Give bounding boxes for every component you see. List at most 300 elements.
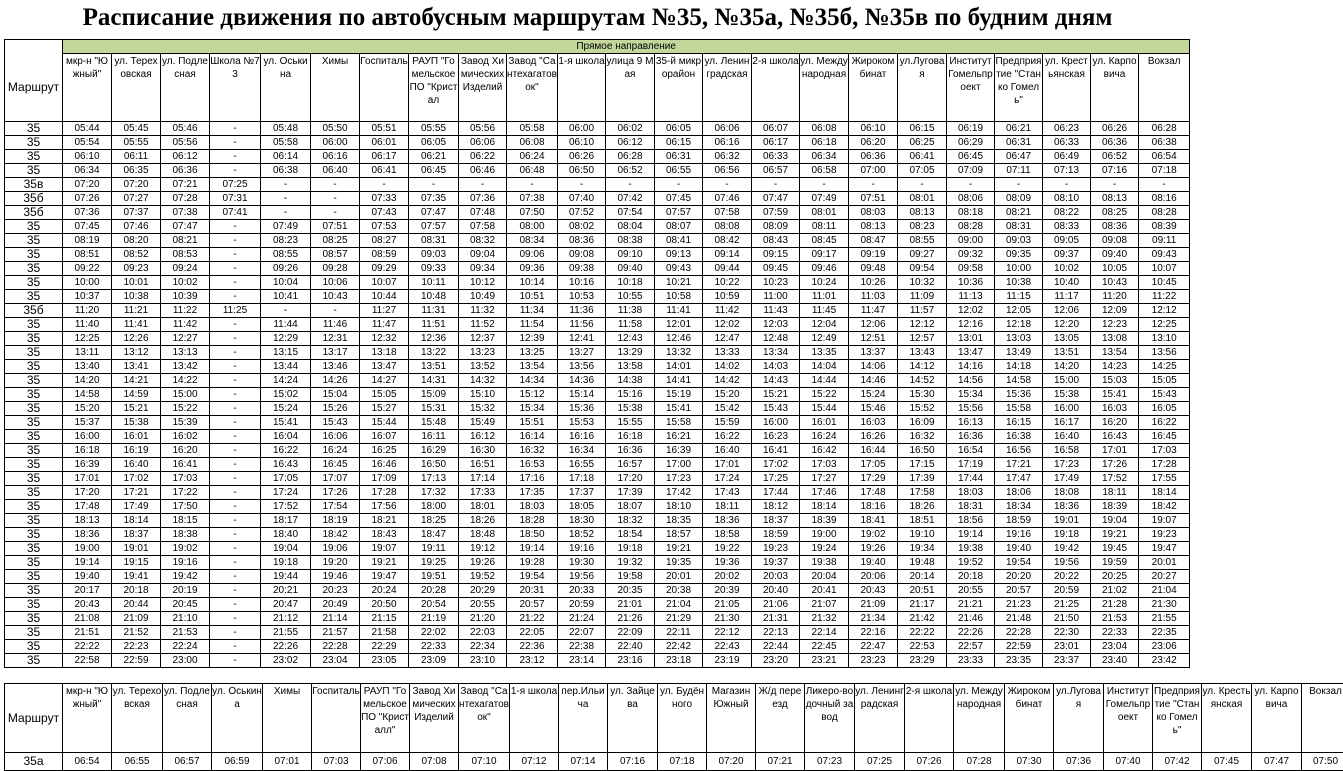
stop-header: Завод Химических Изделий xyxy=(410,684,459,753)
stop-header: ул.Луговая xyxy=(1054,684,1104,753)
departure-time: - xyxy=(210,164,261,178)
departure-time: 13:25 xyxy=(507,346,558,360)
route-number: 35 xyxy=(5,472,63,486)
stop-header: Завод "Сантехагатовок" xyxy=(507,54,558,122)
schedule-table-main xyxy=(4,39,1190,668)
departure-time: 13:23 xyxy=(459,346,507,360)
departure-time: 16:29 xyxy=(409,444,459,458)
departure-time: 11:21 xyxy=(112,304,161,318)
route-number: 35 xyxy=(5,346,63,360)
departure-time: 20:01 xyxy=(1139,556,1190,570)
stop-header: Госпиталь xyxy=(312,684,361,753)
departure-time: 19:38 xyxy=(947,542,995,556)
departure-time: 13:46 xyxy=(311,360,360,374)
departure-time: - xyxy=(261,304,311,318)
table-row xyxy=(5,514,1190,528)
departure-time: - xyxy=(210,360,261,374)
departure-time: 07:50 xyxy=(507,206,558,220)
departure-time: 08:55 xyxy=(261,248,311,262)
departure-time: 14:32 xyxy=(459,374,507,388)
departure-time: 15:10 xyxy=(459,388,507,402)
departure-time: 10:07 xyxy=(1139,262,1190,276)
departure-time: 10:04 xyxy=(261,276,311,290)
departure-time: 11:17 xyxy=(1043,290,1091,304)
departure-time: - xyxy=(210,444,261,458)
departure-time: 12:18 xyxy=(995,318,1043,332)
departure-time: 19:40 xyxy=(995,542,1043,556)
stop-header: Химы xyxy=(311,54,360,122)
departure-time: 22:14 xyxy=(800,626,849,640)
departure-time: 10:06 xyxy=(311,276,360,290)
table-row xyxy=(5,444,1190,458)
departure-time: 16:11 xyxy=(409,430,459,444)
departure-time: 07:36 xyxy=(459,192,507,206)
departure-time: 15:44 xyxy=(360,416,409,430)
departure-time: - xyxy=(261,178,311,192)
route-number: 35 xyxy=(5,332,63,346)
departure-time: 17:23 xyxy=(655,472,703,486)
table-row xyxy=(5,122,1190,136)
departure-time: 18:37 xyxy=(752,514,800,528)
route-number: 35 xyxy=(5,276,63,290)
departure-time: 14:16 xyxy=(947,360,995,374)
departure-time: 11:03 xyxy=(849,290,898,304)
departure-time: 23:10 xyxy=(459,654,507,668)
stop-header: мкр-н "Южный" xyxy=(63,684,112,753)
departure-time: 07:38 xyxy=(507,192,558,206)
departure-time: 06:31 xyxy=(995,136,1043,150)
departure-time: 08:53 xyxy=(161,248,210,262)
departure-time: 07:26 xyxy=(905,753,954,771)
departure-time: - xyxy=(210,654,261,668)
departure-time: 10:38 xyxy=(995,276,1043,290)
departure-time: 17:18 xyxy=(558,472,606,486)
departure-time: 16:03 xyxy=(1091,402,1139,416)
route-number: 35 xyxy=(5,542,63,556)
departure-time: 19:18 xyxy=(1043,528,1091,542)
departure-time: 18:42 xyxy=(311,528,360,542)
departure-time: 09:27 xyxy=(898,248,947,262)
departure-time: 08:01 xyxy=(898,192,947,206)
stop-header: Жирокомбинат xyxy=(1005,684,1054,753)
departure-time: 15:44 xyxy=(800,402,849,416)
departure-time: 19:07 xyxy=(360,542,409,556)
departure-time: 23:37 xyxy=(1043,654,1091,668)
departure-time: - xyxy=(507,178,558,192)
departure-time: 16:39 xyxy=(63,458,112,472)
departure-time: 23:04 xyxy=(311,654,360,668)
table-row xyxy=(5,290,1190,304)
departure-time: 22:35 xyxy=(1139,626,1190,640)
stop-header: Институт Гомельпроект xyxy=(1104,684,1153,753)
departure-time: 15:00 xyxy=(161,388,210,402)
departure-time: 09:13 xyxy=(655,248,703,262)
departure-time: 11:20 xyxy=(63,304,112,318)
departure-time: 07:25 xyxy=(210,178,261,192)
departure-time: 20:19 xyxy=(161,584,210,598)
departure-time: - xyxy=(703,178,752,192)
departure-time: 23:00 xyxy=(161,654,210,668)
departure-time: 07:28 xyxy=(954,753,1005,771)
table-row xyxy=(5,584,1190,598)
departure-time: 20:01 xyxy=(655,570,703,584)
departure-time: 07:27 xyxy=(112,192,161,206)
departure-time: 06:15 xyxy=(898,122,947,136)
departure-time: 06:05 xyxy=(409,136,459,150)
departure-time: 18:06 xyxy=(995,486,1043,500)
departure-time: 19:14 xyxy=(63,556,112,570)
departure-time: 20:57 xyxy=(507,598,558,612)
departure-time: - xyxy=(849,178,898,192)
departure-time: 08:45 xyxy=(800,234,849,248)
departure-time: 19:16 xyxy=(161,556,210,570)
departure-time: - xyxy=(947,178,995,192)
departure-time: 06:26 xyxy=(1091,122,1139,136)
departure-time: 17:14 xyxy=(459,472,507,486)
departure-time: 18:11 xyxy=(703,500,752,514)
departure-time: 16:14 xyxy=(507,430,558,444)
departure-time: 13:51 xyxy=(409,360,459,374)
departure-time: 18:52 xyxy=(558,528,606,542)
departure-time: 11:25 xyxy=(210,304,261,318)
stop-header: РАУП "Гомельское ПО "Кристалл" xyxy=(361,684,410,753)
departure-time: 22:34 xyxy=(459,640,507,654)
departure-time: 21:55 xyxy=(1139,612,1190,626)
departure-time: 17:22 xyxy=(161,486,210,500)
departure-time: 17:42 xyxy=(655,486,703,500)
departure-time: 06:38 xyxy=(261,164,311,178)
departure-time: 19:20 xyxy=(311,556,360,570)
departure-time: 07:52 xyxy=(558,206,606,220)
departure-time: 19:10 xyxy=(898,528,947,542)
departure-time: 19:21 xyxy=(360,556,409,570)
departure-time: 18:30 xyxy=(558,514,606,528)
departure-time: 13:33 xyxy=(703,346,752,360)
departure-time: - xyxy=(210,486,261,500)
departure-time: 22:02 xyxy=(409,626,459,640)
departure-time: 09:15 xyxy=(752,248,800,262)
departure-time: - xyxy=(210,150,261,164)
departure-time: 17:25 xyxy=(752,472,800,486)
departure-time: 16:54 xyxy=(947,444,995,458)
departure-time: 19:04 xyxy=(261,542,311,556)
table-row xyxy=(5,304,1190,318)
departure-time: 12:06 xyxy=(1043,304,1091,318)
departure-time: 22:44 xyxy=(752,640,800,654)
departure-time: 11:52 xyxy=(459,318,507,332)
departure-time: - xyxy=(210,122,261,136)
departure-time: 07:08 xyxy=(410,753,459,771)
departure-time: 17:01 xyxy=(1091,444,1139,458)
departure-time: 20:43 xyxy=(63,598,112,612)
route-number: 35 xyxy=(5,626,63,640)
departure-time: 15:48 xyxy=(409,416,459,430)
departure-time: 23:04 xyxy=(1091,640,1139,654)
departure-time: 15:27 xyxy=(360,402,409,416)
departure-time: - xyxy=(558,178,606,192)
departure-time: 08:36 xyxy=(558,234,606,248)
departure-time: 07:37 xyxy=(112,206,161,220)
route-column-header: Маршрут xyxy=(5,54,63,122)
departure-time: 15:59 xyxy=(703,416,752,430)
departure-time: 14:36 xyxy=(558,374,606,388)
departure-time: 21:20 xyxy=(459,612,507,626)
departure-time: - xyxy=(210,528,261,542)
departure-time: 12:26 xyxy=(112,332,161,346)
departure-time: 19:35 xyxy=(655,556,703,570)
departure-time: 20:40 xyxy=(752,584,800,598)
departure-time: 17:28 xyxy=(1139,458,1190,472)
departure-time: 16:00 xyxy=(63,430,112,444)
departure-time: 15:21 xyxy=(752,388,800,402)
departure-time: 07:20 xyxy=(63,178,112,192)
departure-time: 10:32 xyxy=(898,276,947,290)
departure-time: 10:26 xyxy=(849,276,898,290)
departure-time: 07:42 xyxy=(1153,753,1202,771)
departure-time: 19:14 xyxy=(947,528,995,542)
departure-time: 08:06 xyxy=(947,192,995,206)
departure-time: 21:53 xyxy=(161,626,210,640)
departure-time: 19:42 xyxy=(161,570,210,584)
stop-header: ул. Карповича xyxy=(1091,54,1139,122)
departure-time: 08:42 xyxy=(703,234,752,248)
departure-time: 16:07 xyxy=(360,430,409,444)
departure-time: 20:51 xyxy=(898,584,947,598)
departure-time: 08:23 xyxy=(898,220,947,234)
departure-time: 08:21 xyxy=(995,206,1043,220)
departure-time: 16:24 xyxy=(311,444,360,458)
departure-time: 10:21 xyxy=(655,276,703,290)
departure-time: 16:02 xyxy=(161,430,210,444)
departure-time: 09:46 xyxy=(800,262,849,276)
departure-time: 14:27 xyxy=(360,374,409,388)
departure-time: 16:39 xyxy=(655,444,703,458)
departure-time: 22:40 xyxy=(606,640,655,654)
departure-time: 09:23 xyxy=(112,262,161,276)
departure-time: 11:47 xyxy=(360,318,409,332)
departure-time: - xyxy=(311,206,360,220)
departure-time: 19:42 xyxy=(1043,542,1091,556)
departure-time: 08:08 xyxy=(703,220,752,234)
departure-time: 13:56 xyxy=(558,360,606,374)
departure-time: 16:06 xyxy=(311,430,360,444)
table-row xyxy=(5,318,1190,332)
departure-time: 22:09 xyxy=(606,626,655,640)
departure-time: 16:36 xyxy=(606,444,655,458)
departure-time: 15:36 xyxy=(558,402,606,416)
departure-time: 17:37 xyxy=(558,486,606,500)
departure-time: - xyxy=(210,346,261,360)
departure-time: 06:08 xyxy=(507,136,558,150)
departure-time: 06:48 xyxy=(507,164,558,178)
departure-time: 22:58 xyxy=(63,654,112,668)
departure-time: 17:39 xyxy=(606,486,655,500)
departure-time: 14:59 xyxy=(112,388,161,402)
departure-time: 11:27 xyxy=(360,304,409,318)
departure-time: 20:38 xyxy=(655,584,703,598)
departure-time: 07:42 xyxy=(606,192,655,206)
departure-time: 18:00 xyxy=(409,500,459,514)
departure-time: 11:54 xyxy=(507,318,558,332)
direction-row xyxy=(5,40,1190,54)
stop-header: ул. Подлесная xyxy=(161,54,210,122)
departure-time: 15:43 xyxy=(311,416,360,430)
table-row xyxy=(5,416,1190,430)
departure-time: 06:49 xyxy=(1043,150,1091,164)
departure-time: 07:03 xyxy=(312,753,361,771)
departure-time: 06:17 xyxy=(752,136,800,150)
departure-time: 07:57 xyxy=(655,206,703,220)
departure-time: 17:49 xyxy=(112,500,161,514)
departure-time: 09:45 xyxy=(752,262,800,276)
departure-time: 07:47 xyxy=(409,206,459,220)
departure-time: 21:46 xyxy=(947,612,995,626)
departure-time: 19:15 xyxy=(112,556,161,570)
departure-time: 19:45 xyxy=(1091,542,1139,556)
departure-time: 07:38 xyxy=(161,206,210,220)
departure-time: 08:20 xyxy=(112,234,161,248)
departure-time: 08:01 xyxy=(800,206,849,220)
departure-time: 19:07 xyxy=(1139,514,1190,528)
departure-time: 07:54 xyxy=(606,206,655,220)
departure-time: - xyxy=(210,458,261,472)
departure-time: 16:55 xyxy=(558,458,606,472)
departure-time: 06:45 xyxy=(409,164,459,178)
departure-time: 12:02 xyxy=(703,318,752,332)
table-row xyxy=(5,458,1190,472)
departure-time: 19:59 xyxy=(1091,556,1139,570)
departure-time: 18:47 xyxy=(409,528,459,542)
departure-time: 06:06 xyxy=(703,122,752,136)
departure-time: 07:20 xyxy=(707,753,756,771)
departure-time: 23:33 xyxy=(947,654,995,668)
departure-time: 16:24 xyxy=(800,430,849,444)
stop-header: 1-я школа xyxy=(510,684,559,753)
departure-time: 06:57 xyxy=(752,164,800,178)
route-number: 35 xyxy=(5,570,63,584)
departure-time: 05:54 xyxy=(63,136,112,150)
departure-time: - xyxy=(210,500,261,514)
departure-time: 16:15 xyxy=(995,416,1043,430)
departure-time: 18:17 xyxy=(261,514,311,528)
departure-time: 20:49 xyxy=(311,598,360,612)
departure-time: 11:36 xyxy=(558,304,606,318)
departure-time: 22:24 xyxy=(161,640,210,654)
departure-time: 21:30 xyxy=(703,612,752,626)
departure-time: 08:04 xyxy=(606,220,655,234)
route-number: 35 xyxy=(5,150,63,164)
departure-time: 07:18 xyxy=(1139,164,1190,178)
stop-header: ул. Оськина xyxy=(212,684,263,753)
departure-time: 12:27 xyxy=(161,332,210,346)
departure-time: 07:00 xyxy=(849,164,898,178)
departure-time: 16:20 xyxy=(161,444,210,458)
departure-time: 19:18 xyxy=(261,556,311,570)
stop-header: ул. Ленинградская xyxy=(703,54,752,122)
departure-time: 14:43 xyxy=(752,374,800,388)
stop-header: Предприятие "Станко Гомель" xyxy=(995,54,1043,122)
departure-time: 20:33 xyxy=(558,584,606,598)
departure-time: 15:12 xyxy=(507,388,558,402)
departure-time: 18:41 xyxy=(849,514,898,528)
departure-time: 21:04 xyxy=(655,598,703,612)
departure-time: 22:45 xyxy=(800,640,849,654)
departure-time: 06:52 xyxy=(1091,150,1139,164)
departure-time: 16:45 xyxy=(311,458,360,472)
departure-time: 13:15 xyxy=(261,346,311,360)
departure-time: 10:38 xyxy=(112,290,161,304)
table-row xyxy=(5,570,1190,584)
departure-time: 18:32 xyxy=(606,514,655,528)
departure-time: 13:40 xyxy=(63,360,112,374)
departure-time: 22:42 xyxy=(655,640,703,654)
route-number: 35 xyxy=(5,416,63,430)
departure-time: 11:47 xyxy=(849,304,898,318)
departure-time: 19:23 xyxy=(1139,528,1190,542)
departure-time: 23:18 xyxy=(655,654,703,668)
departure-time: 10:37 xyxy=(63,290,112,304)
departure-time: 15:41 xyxy=(1091,388,1139,402)
departure-time: 16:18 xyxy=(63,444,112,458)
departure-time: 17:50 xyxy=(161,500,210,514)
departure-time: 19:46 xyxy=(311,570,360,584)
departure-time: 19:32 xyxy=(606,556,655,570)
departure-time: 15:24 xyxy=(261,402,311,416)
departure-time: 19:40 xyxy=(849,556,898,570)
stop-header: ул.Луговая xyxy=(898,54,947,122)
departure-time: 18:36 xyxy=(1043,500,1091,514)
table-row xyxy=(5,178,1190,192)
departure-time: 18:38 xyxy=(161,528,210,542)
departure-time: 06:54 xyxy=(1139,150,1190,164)
departure-time: 21:09 xyxy=(112,612,161,626)
departure-time: 06:26 xyxy=(558,150,606,164)
departure-time: 15:38 xyxy=(606,402,655,416)
departure-time: 16:26 xyxy=(849,430,898,444)
departure-time: 18:14 xyxy=(800,500,849,514)
departure-time: 21:05 xyxy=(703,598,752,612)
departure-time: 13:47 xyxy=(947,346,995,360)
departure-time: 05:55 xyxy=(409,122,459,136)
departure-time: 18:25 xyxy=(409,514,459,528)
departure-time: 09:35 xyxy=(995,248,1043,262)
departure-time: 07:45 xyxy=(655,192,703,206)
departure-time: 19:26 xyxy=(849,542,898,556)
departure-time: 22:13 xyxy=(752,626,800,640)
departure-time: 18:42 xyxy=(1139,500,1190,514)
departure-time: 06:24 xyxy=(507,150,558,164)
departure-time: 09:14 xyxy=(703,248,752,262)
stop-header: ул. Международная xyxy=(800,54,849,122)
route-number: 35 xyxy=(5,248,63,262)
departure-time: 06:19 xyxy=(947,122,995,136)
departure-time: 05:51 xyxy=(360,122,409,136)
departure-time: 22:33 xyxy=(409,640,459,654)
departure-time: 06:52 xyxy=(606,164,655,178)
departure-time: 07:47 xyxy=(752,192,800,206)
departure-time: 18:05 xyxy=(558,500,606,514)
departure-time: 17:05 xyxy=(849,458,898,472)
departure-time: 19:02 xyxy=(849,528,898,542)
departure-time: 08:00 xyxy=(507,220,558,234)
departure-time: 12:02 xyxy=(947,304,995,318)
departure-time: 19:16 xyxy=(558,542,606,556)
departure-time: 10:23 xyxy=(752,276,800,290)
departure-time: 13:54 xyxy=(507,360,558,374)
departure-time: 10:41 xyxy=(261,290,311,304)
departure-time: - xyxy=(210,290,261,304)
departure-time: 05:55 xyxy=(112,136,161,150)
